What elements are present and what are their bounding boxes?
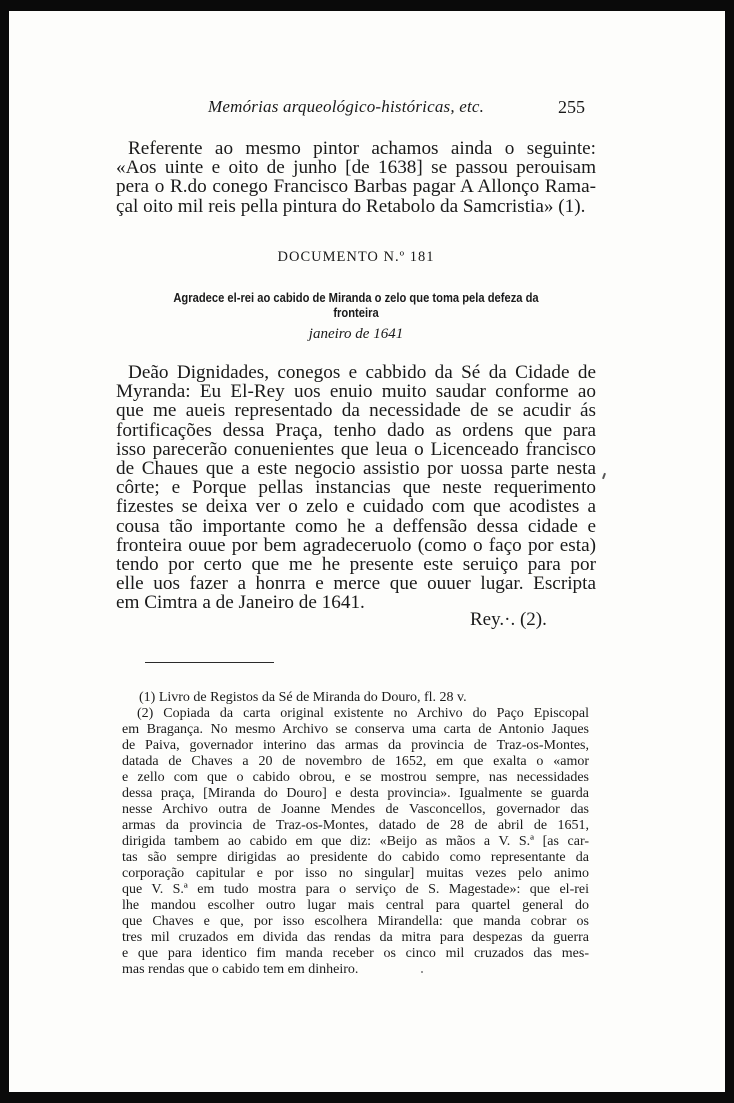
footnote-line: lhe mandou escolher outro lugar mais central para quartel general do [122,898,589,913]
signature: Rey.·. (2). [470,609,547,630]
body-line: em Cimtra a de Janeiro de 1641. [116,592,365,614]
scan-speck [421,971,423,973]
footnote-line: que Chaves e que, por isso escolhera Mirandella: que manda cobrar os [122,914,589,929]
body-line: Myranda: Eu El-Rey uos enuio muito saudar conforme ao [116,381,596,403]
body-line: isso parecerão conuenientes que leua o Licenceado francisco [116,438,596,460]
footnote-line: e que para identico fim manda receber os cinco mil cruzados das mes- [122,946,589,961]
document-subtitle: Agradece el-rei ao cabido de Miranda o zelo que toma pela defeza da fronteira [173,290,539,320]
page-number: 255 [558,97,585,117]
footnote-line: datada de Chaves a 20 de novembro de 1652, em que exalta o «amor [122,754,589,769]
document-title: DOCUMENTO N.º 181 [277,249,435,265]
footnote-line: de Paiva, governador interino das armas da provincia de Traz-os-Montes, [122,738,589,753]
body-line: elle uos fazer a honrra e merce que ouuer lugar. Escripta [116,573,596,595]
footnote-line: e zello com que o cabido obrou, e se mostrou sempre, nas necessidades [122,770,589,785]
intro-paragraph [116,139,596,216]
footnote-divider [145,662,274,663]
intro-line: Referente ao mesmo pintor achamos ainda o seguinte: [128,138,596,159]
footnote-line: mas rendas que o cabido tem em dinheiro. [122,962,359,977]
footnote-line: tas são sempre dirigidas ao presidente do cabido como representante da [122,850,589,865]
body-line: cousa tão importante como he a deffensão dessa cidade e [116,515,596,537]
footnote-line: que V. S.ª em tudo mostra para o serviço de S. Magestade»: que el-rei [122,882,589,897]
footnote-line: dessa praça, [Miranda do Douro] e desta provincia». Igualmente se guarda [122,786,589,801]
footnote-2 [122,706,589,978]
document-body [116,363,596,613]
body-line: côrte; e Porque pellas instancias que neste requerimento [116,477,596,499]
body-line: de Chaues que a este negocio assistio por uossa parte nesta [116,458,596,480]
body-line: tendo por certo que me he presente este seruiço para por [116,554,596,576]
footnote-line: dirigida tambem ao cabido em que diz: «Beijo as mãos a V. S.ª [as car- [122,834,589,849]
footnote-line: corporação capitular e por isso no singular] muitas vezes pelo animo [122,866,589,881]
body-line: que me aueis representado da necessidade de se acudir ás [116,400,596,422]
intro-line: çal oito mil reis pella pintura do Retabolo da Samcristia» (1). [116,195,586,217]
margin-mark [602,473,606,479]
body-line: Deão Dignidades, conegos e cabbido da Sé da Cidade de [128,362,596,383]
body-line: fortificações dessa Praça, tenho dado as ordens que para [116,419,596,441]
footnote-line: em Bragança. No mesmo Archivo se conserva uma carta de Antonio Jaques [122,722,589,737]
intro-line: «Aos uinte e oito de junho [de 1638] se passou perouisam [116,157,596,179]
footnote-line: (2) Copiada da carta original existente no Archivo do Paço Episcopal [137,706,589,721]
intro-line: pera o R.do conego Francisco Barbas pagar A Allonço Rama- [116,176,596,198]
footnote-1: (1) Livro de Registos da Sé de Miranda do Douro, fl. 28 v. [139,690,467,705]
body-line: fizestes se deixa ver o zelo e cuidado com que acodistes a [116,496,596,518]
footnote-line: armas da provincia de Traz-os-Montes, datado de 28 de abril de 1651, [122,818,589,833]
footnote-line: nesse Archivo outra de Joanne Mendes de Vasconcellos, governador das [122,802,589,817]
document-date: janeiro de 1641 [308,326,404,342]
running-head: Memórias arqueológico-históricas, etc. [208,97,485,116]
footnote-line: tres mil cruzados em divida das rendas da mitra para despezas da guerra [122,930,589,945]
body-line: fronteira ouue por bem agradeceruolo (como o faço por esta) [116,534,596,556]
